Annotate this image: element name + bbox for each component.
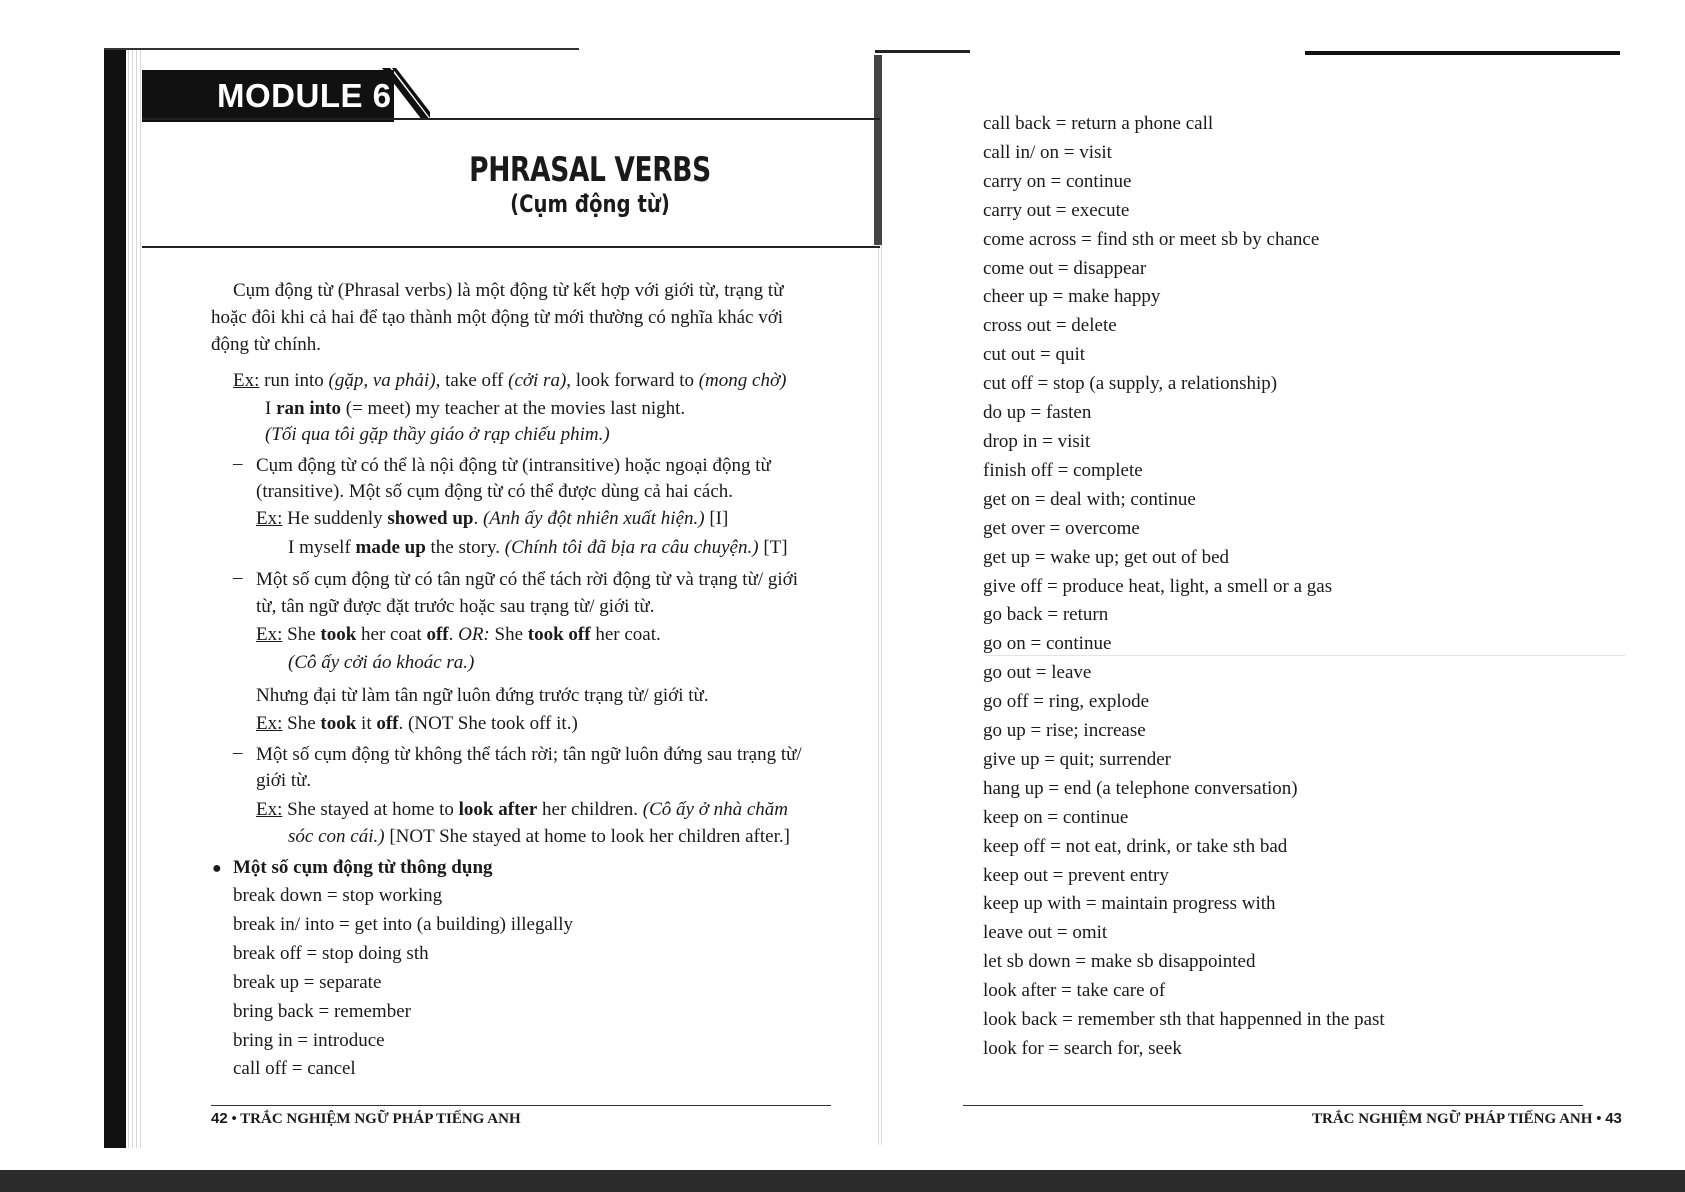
ex-label: Ex: [233, 370, 260, 391]
footer-rule-right [963, 1105, 1583, 1106]
example-5-line-1: Ex: She stayed at home to look after her children. (Cô ấy ở nhà chăm [256, 799, 789, 820]
list-item: keep off = not eat, drink, or take sth bad [983, 835, 1288, 857]
list-item: drop in = visit [983, 430, 1091, 452]
list-item: go up = rise; increase [983, 720, 1146, 742]
page-title: PHRASAL VERBS [469, 150, 711, 190]
list-item: cut out = quit [983, 344, 1086, 366]
book-title: TRẮC NGHIỆM NGỮ PHÁP TIẾNG ANH [240, 1111, 521, 1127]
list-item: call back = return a phone call [983, 113, 1214, 134]
list-item: break in/ into = get into (a building) illegally [233, 913, 573, 935]
list-item: go back = return [983, 604, 1109, 626]
footer-left: 42 • TRẮC NGHIỆM NGỮ PHÁP TIẾNG ANH [211, 1110, 521, 1127]
example-3-translation: (Cô ấy cởi áo khoác ra.) [288, 652, 475, 673]
module-banner [142, 70, 394, 122]
list-item: do up = fasten [983, 402, 1092, 424]
example-1-translation: (Tối qua tôi gặp thầy giáo ở rạp chiếu phim.) [265, 424, 610, 445]
list-item: look back = remember sth that happenned in the past [983, 1009, 1385, 1031]
example-4-line: Ex: She took it off. (NOT She took off it.) [256, 713, 578, 734]
footer-right: TRẮC NGHIỆM NGỮ PHÁP TIẾNG ANH • 43 [1312, 1110, 1622, 1127]
scan-binding-shadow [874, 55, 882, 245]
list-item: look after = take care of [983, 980, 1166, 1002]
list-item: call off = cancel [233, 1058, 356, 1080]
list-item: carry out = execute [983, 199, 1130, 221]
common-phrasal-list [233, 882, 573, 1084]
rule-2-line-1: Một số cụm động từ có tân ngữ có thể tách rời động từ và trạng từ/ giới [256, 569, 799, 590]
rule-2-line-2: từ, tân ngữ được đặt trước hoặc sau trạng từ/ giới từ. [256, 596, 655, 617]
top-rule-left [104, 48, 579, 50]
rule-dash: – [233, 567, 243, 588]
list-item: cross out = delete [983, 315, 1117, 337]
rule-1-line-2: (transitive). Một số cụm động từ có thể được dùng cả hai cách. [256, 481, 734, 502]
rule-dash: – [233, 742, 243, 763]
list-item: get over = overcome [983, 517, 1140, 539]
scan-binding-lines [878, 245, 884, 1145]
list-item: go on = continue [983, 633, 1112, 655]
list-item: keep on = continue [983, 806, 1129, 828]
list-item: keep up with = maintain progress with [983, 893, 1276, 915]
rule-3-line-1: Một số cụm động từ không thể tách rời; tân ngữ luôn đứng sau trạng từ/ [256, 744, 802, 765]
list-item: go out = leave [983, 662, 1092, 684]
example-2-line-2: I myself made up the story. (Chính tôi đã bịa ra câu chuyện.) [T] [288, 537, 788, 558]
example-5-line-2: sóc con cái.) [NOT She stayed at home to look her children after.] [288, 826, 790, 847]
scan-edge-left [104, 50, 126, 1148]
book-title: TRẮC NGHIỆM NGỮ PHÁP TIẾNG ANH [1312, 1111, 1593, 1127]
rule-1-line-1: Cụm động từ có thể là nội động từ (intransitive) hoặc ngoại động từ [256, 455, 771, 476]
example-1-sentence: I ran into (= meet) my teacher at the movies last night. [265, 398, 686, 419]
list-item: break up = separate [233, 971, 382, 993]
scan-bottom-edge [0, 1170, 1685, 1192]
list-item: bring back = remember [233, 1000, 411, 1022]
list-item: cut off = stop (a supply, a relationship) [983, 373, 1278, 395]
list-item: keep out = prevent entry [983, 864, 1169, 886]
list-item: come out = disappear [983, 257, 1147, 279]
example-1-line: Ex: run into (gặp, va phải), take off (cởi ra), look forward to (mong chờ) [233, 370, 787, 391]
list-item: let sb down = make sb disappointed [983, 951, 1256, 973]
list-item: give off = produce heat, light, a smell or a gas [983, 575, 1333, 597]
list-item: give up = quit; surrender [983, 748, 1172, 770]
page-number: 42 [211, 1110, 228, 1127]
list-item: get on = deal with; continue [983, 488, 1196, 510]
list-item: get up = wake up; get out of bed [983, 546, 1230, 568]
scan-shadow-left [128, 50, 144, 1148]
list-item: finish off = complete [983, 459, 1143, 481]
intro-line-3: động từ chính. [211, 334, 322, 355]
page-subtitle: (Cụm động từ) [510, 190, 670, 218]
top-rule-mid [875, 50, 970, 53]
list-item: come across = find sth or meet sb by chance [983, 228, 1320, 250]
footer-rule-left [211, 1105, 831, 1106]
example-2-line-1: Ex: He suddenly showed up. (Anh ấy đột nhiên xuất hiện.) [I] [256, 508, 729, 529]
header-rule-bottom [142, 246, 880, 248]
rule-dash: – [233, 453, 243, 474]
list-item: go off = ring, explode [983, 691, 1150, 713]
bullet-icon: ● [212, 860, 222, 877]
list-item: look for = search for, seek [983, 1038, 1182, 1059]
intro-line-1: Cụm động từ (Phrasal verbs) là một động từ kết hợp với giới từ, trạng từ [233, 280, 784, 301]
list-item: bring in = introduce [233, 1029, 385, 1051]
list-item: hang up = end (a telephone conversation) [983, 777, 1298, 799]
intro-line-2: hoặc đôi khi cả hai để tạo thành một động từ mới thường có nghĩa khác với [211, 307, 784, 328]
module-label: MODULE 6 [217, 77, 392, 114]
example-3-line: Ex: She took her coat off. OR: She took off her coat. [256, 624, 661, 645]
top-rule-right [1305, 51, 1620, 55]
list-item: call in/ on = visit [983, 141, 1112, 163]
phrasal-verb-list [983, 110, 1385, 1064]
rule-3-line-2: giới từ. [256, 770, 312, 791]
rule-2b-line: Nhưng đại từ làm tân ngữ luôn đứng trước trạng từ/ giới từ. [256, 685, 709, 706]
list-item: leave out = omit [983, 922, 1108, 944]
module-slash-decoration [382, 68, 430, 120]
list-item: carry on = continue [983, 170, 1132, 192]
header-rule [142, 118, 880, 120]
list-item: break off = stop doing sth [233, 942, 429, 964]
page-number: 43 [1605, 1110, 1622, 1127]
list-item: break down = stop working [233, 885, 443, 906]
list-item: cheer up = make happy [983, 286, 1161, 308]
common-heading: Một số cụm động từ thông dụng [233, 857, 493, 878]
